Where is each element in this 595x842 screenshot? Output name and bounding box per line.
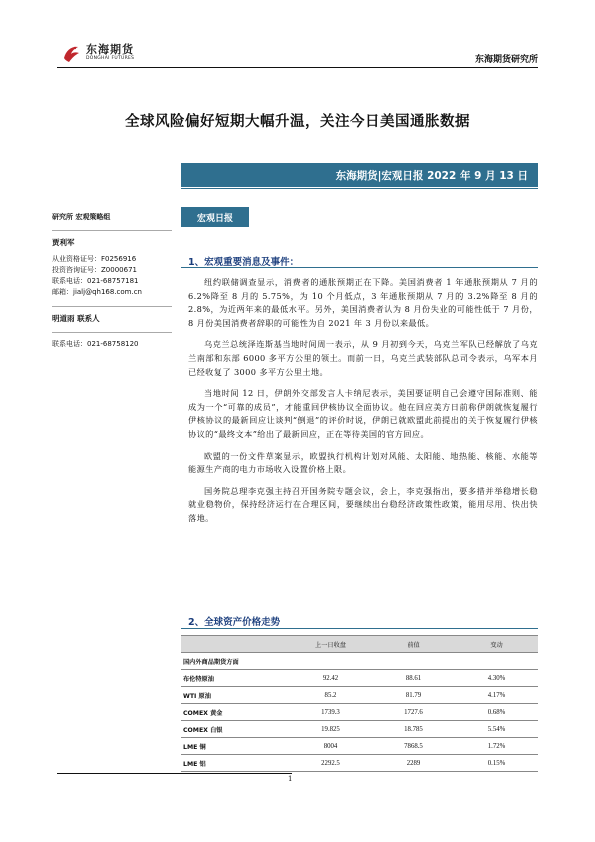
table-header: 变动 — [455, 636, 538, 653]
contact-phone: 联系电话：021-68758120 — [52, 340, 139, 348]
prior-value: 88.61 — [372, 670, 455, 687]
table-row — [181, 687, 538, 704]
section-heading-news: 1、宏观重要消息及事件： — [188, 257, 300, 268]
sidebar-divider — [52, 230, 172, 231]
prev-close: 2292.5 — [289, 755, 372, 772]
asset-price-table — [181, 635, 538, 772]
table-header: 前值 — [372, 636, 455, 653]
prev-close: 19.825 — [289, 721, 372, 738]
report-banner — [181, 163, 538, 187]
prior-value: 81.79 — [372, 687, 455, 704]
asset-name: LME 铜 — [181, 738, 289, 755]
table-row — [181, 721, 538, 738]
table-group-row — [181, 653, 538, 670]
analyst-license: 从业资格证号：F0256916 — [52, 255, 137, 263]
change: 0.68% — [455, 704, 538, 721]
prior-value: 2289 — [372, 755, 455, 772]
footer-divider — [57, 773, 292, 774]
asset-name: LME 铝 — [181, 755, 289, 772]
table-row — [181, 755, 538, 772]
change: 1.72% — [455, 738, 538, 755]
prev-close: 1739.3 — [289, 704, 372, 721]
analyst-phone: 联系电话：021-68757181 — [52, 277, 139, 285]
section-divider — [181, 628, 538, 629]
contact-name: 明道雨 联系人 — [52, 314, 100, 323]
news-paragraph: 国务院总理李克强主持召开国务院专题会议，会上，李克强指出，要多措并举稳增长稳就业稳物价，保持经济运行在合理区间，要继续出台稳经济政策性政策，能用尽用、快出快落地。 — [188, 485, 538, 523]
analyst-advisory-license: 投资咨询证号：Z0000671 — [52, 266, 137, 274]
table-row — [181, 670, 538, 687]
change: 4.30% — [455, 670, 538, 687]
table-group-label: 国内外商品期货方面 — [181, 653, 538, 670]
section-divider — [181, 267, 538, 268]
prev-close: 92.42 — [289, 670, 372, 687]
prior-value: 18.785 — [372, 721, 455, 738]
analyst-email[interactable]: 邮箱：jialj@qh168.com.cn — [52, 288, 142, 296]
sidebar-divider — [52, 306, 172, 307]
header-org: 东海期货研究所 — [474, 55, 538, 65]
asset-name: 布伦特原油 — [181, 670, 289, 687]
logo-name: 东海期货 — [86, 43, 134, 57]
table-header — [181, 636, 289, 653]
news-paragraph: 欧盟的一份文件草案显示，欧盟执行机构计划对风能、太阳能、地热能、核能、水能等能源生产商的电力市场收入设置价格上限。 — [188, 450, 538, 475]
banner-underline — [181, 188, 538, 189]
change: 4.17% — [455, 687, 538, 704]
asset-name: COMEX 黄金 — [181, 704, 289, 721]
asset-name: WTI 原油 — [181, 687, 289, 704]
logo-icon — [60, 42, 82, 64]
change: 0.15% — [455, 755, 538, 772]
table-header: 上一日收盘 — [289, 636, 372, 653]
change: 5.54% — [455, 721, 538, 738]
sidebar-divider — [52, 332, 172, 333]
prev-close: 85.2 — [289, 687, 372, 704]
prior-value: 7868.5 — [372, 738, 455, 755]
header-divider — [57, 67, 538, 68]
news-paragraph: 当地时间 12 日，伊朗外交部发言人卡纳尼表示，美国要证明自己会遵守国际准则、能成为一个“可靠的成员”，才能重回伊核协议全面协议。他在回应美方日前称伊朗就恢复履行伊核协议的最新回应让谈判“倒退”的评价时说，伊朗已就欧盟此前提出的关于恢复履行伊核协议的“最终文本”给出了最新回应，正在等待美国的官方回应。 — [188, 388, 538, 439]
asset-name: COMEX 白银 — [181, 721, 289, 738]
prev-close: 8004 — [289, 738, 372, 755]
page-number: 1 — [288, 775, 293, 783]
page-title: 全球风险偏好短期大幅升温，关注今日美国通胀数据 — [125, 114, 470, 130]
prior-value: 1727.6 — [372, 704, 455, 721]
report-type-badge: 宏观日报 — [181, 207, 249, 227]
analyst-name: 贾利军 — [52, 238, 75, 247]
news-paragraph: 乌克兰总统泽连斯基当地时间周一表示，从 9 月初到今天，乌克兰军队已经解放了乌克兰南部和东部 6000 多平方公里的领土。而前一日，乌克兰武装部队总司令表示，乌军本月已经收复了 3000 多平方公里土地。 — [188, 339, 538, 377]
logo — [60, 40, 160, 66]
table-row — [181, 738, 538, 755]
table-row — [181, 704, 538, 721]
logo-name-en: DONGHAI FUTURES — [86, 56, 135, 62]
report-banner-text: 东海期货|宏观日报 2022 年 9 月 13 日 — [335, 170, 528, 182]
news-body — [188, 276, 538, 534]
author-sidebar — [52, 212, 172, 350]
department: 研究所 宏观策略组 — [52, 213, 111, 221]
news-paragraph: 纽约联储调查显示，消费者的通胀预期正在下降。美国消费者 1 年通胀预期从 7 月的 6.2%降至 8 月的 5.75%，为 10 个月低点，3 年通胀预期从 7 月的 3.2%降至 8 月的 2.8%，为近两年来的最低水平。另外，美国消费者认为 8 月份失业的可能性低于 7 月份，8 月份美国消费者辞职的可能性为自 2021 年 3 月份以来最低。 — [188, 277, 538, 328]
section-heading-prices: 2、全球资产价格走势 — [188, 617, 281, 628]
table-header-row — [181, 636, 538, 653]
